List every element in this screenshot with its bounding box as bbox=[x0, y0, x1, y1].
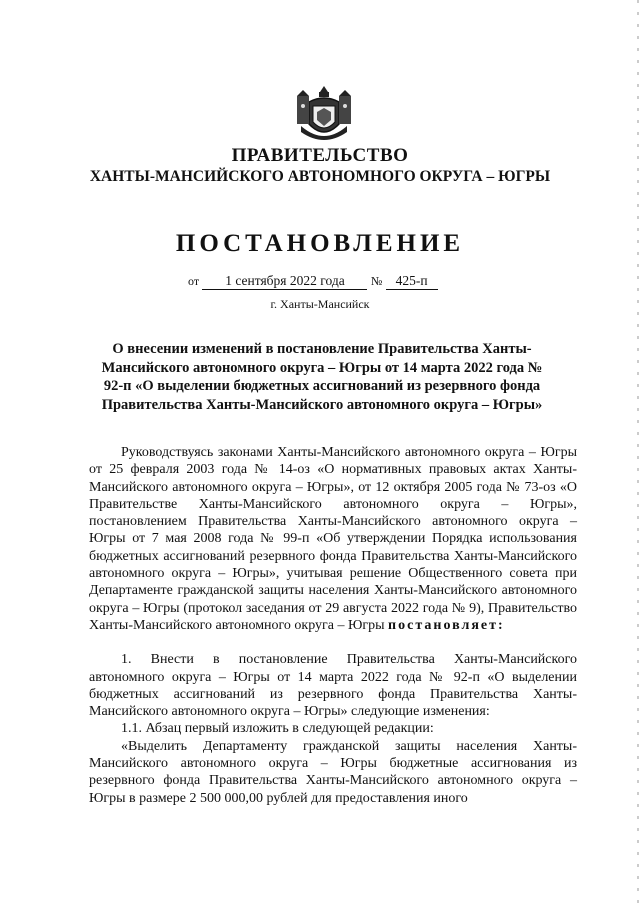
number-prefix: № bbox=[370, 274, 383, 288]
document-type: ПОСТАНОВЛЕНИЕ bbox=[175, 230, 465, 257]
item-1-1-paragraph: 1.1. Абзац первый изложить в следующей редакции: bbox=[121, 721, 434, 737]
document-city: г. Ханты-Мансийск bbox=[270, 297, 370, 311]
preamble-paragraph bbox=[89, 444, 577, 634]
preamble-text: Руководствуясь законами Ханты-Мансийского автономного округа – Югры от 25 февраля 2003 года № 14-оз «О нормативных правовых актах Ханты-Мансийского автономного округа – Югры», от 12 октября 2005 года № 73-оз «О Правительстве Ханты-Мансийского автономного округа – Югры», постановлением Правительства Ханты-Мансийского автономного округа – Югры от 7 мая 2008 года № 99-п «Об утверждении Порядка использования бюджетных ассигнований резервного фонда Правительства Ханты-Мансийского автономного округа – Югры», учитывая решение Общественного совета при Департаменте гражданской защиты населения Ханты-Мансийского автономного округа – Югры (протокол заседания от 29 августа 2022 года № 9), Правительство Ханты-Мансийского автономного округа – Югры bbox=[89, 445, 577, 633]
issuer-title: ПРАВИТЕЛЬСТВО bbox=[231, 145, 409, 166]
coat-of-arms-icon bbox=[295, 82, 353, 146]
document-title: О внесении изменений в постановление Правительства Ханты-Мансийского автономного округа – Югры от 14 марта 2022 года № 92-п «О выделении бюджетных ассигнований из резервного фонда Правительства Ханты-Мансийского автономного округа – Югры» bbox=[101, 341, 543, 413]
date-number-line bbox=[188, 273, 528, 290]
document-number: 425-п bbox=[386, 273, 438, 290]
item-1-paragraph: 1. Внести в постановление Правительства Ханты-Мансийского автономного округа – Югры от 14 марта 2022 года № 92-п «О выделении бюджетных ассигнований из резервного фонда Правительства Ханты-Мансийского автономного округа – Югры» следующие изменения: bbox=[89, 652, 577, 720]
issuer-subtitle: ХАНТЫ-МАНСИЙСКОГО АВТОНОМНОГО ОКРУГА – ЮГРЫ bbox=[89, 168, 551, 185]
scan-edge-artifact bbox=[626, 0, 640, 905]
quote-paragraph: «Выделить Департаменту гражданской защиты населения Ханты-Мансийского автономного округа – Югры бюджетные ассигнования из резервного фонда Правительства Ханты-Мансийского автономного округа – Югры в размере 2 500 000,00 рублей для предоставления иного bbox=[89, 738, 577, 806]
document-body bbox=[89, 444, 577, 807]
resolves-word: постановляет: bbox=[388, 617, 505, 633]
date-prefix: от bbox=[188, 274, 200, 288]
document-date: 1 сентября 2022 года bbox=[202, 273, 367, 290]
